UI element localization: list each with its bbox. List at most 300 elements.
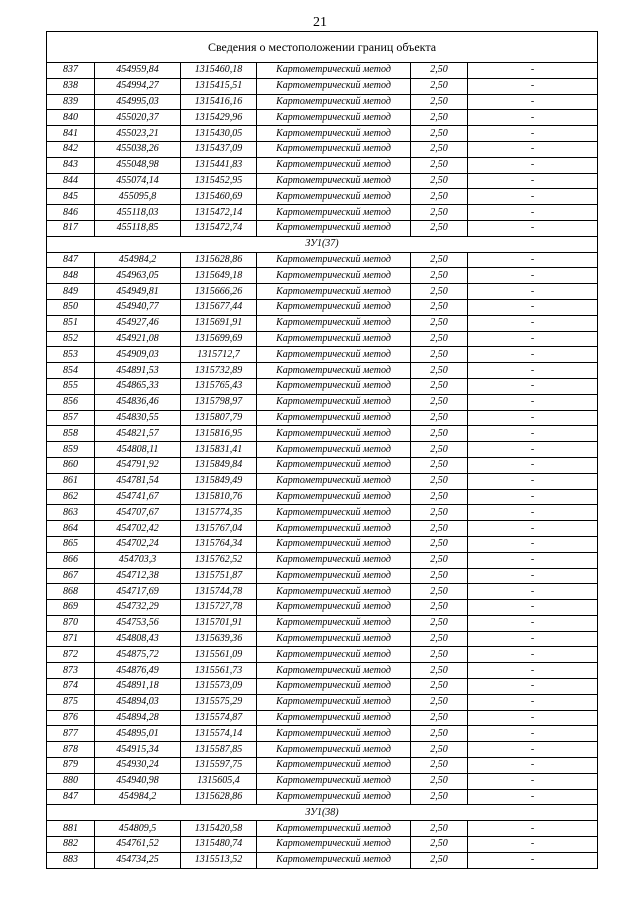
point-number-cell: 863 bbox=[47, 505, 95, 521]
y-coordinate-cell: 1315849,84 bbox=[181, 457, 257, 473]
y-coordinate-cell: 1315460,18 bbox=[181, 63, 257, 79]
point-number-cell: 874 bbox=[47, 679, 95, 695]
point-number-cell: 862 bbox=[47, 489, 95, 505]
x-coordinate-cell: 454808,43 bbox=[95, 631, 181, 647]
point-number-cell: 871 bbox=[47, 631, 95, 647]
method-cell: Картометрический метод bbox=[257, 141, 411, 157]
description-cell: - bbox=[468, 378, 598, 394]
x-coordinate-cell: 454895,01 bbox=[95, 726, 181, 742]
y-coordinate-cell: 1315727,78 bbox=[181, 600, 257, 616]
accuracy-cell: 2,50 bbox=[411, 821, 468, 837]
point-number-cell: 872 bbox=[47, 647, 95, 663]
accuracy-cell: 2,50 bbox=[411, 473, 468, 489]
method-cell: Картометрический метод bbox=[257, 710, 411, 726]
x-coordinate-cell: 454994,27 bbox=[95, 78, 181, 94]
accuracy-cell: 2,50 bbox=[411, 852, 468, 868]
table-row bbox=[47, 78, 598, 94]
point-number-cell: 867 bbox=[47, 568, 95, 584]
x-coordinate-cell: 455020,37 bbox=[95, 110, 181, 126]
description-cell: - bbox=[468, 94, 598, 110]
table-row bbox=[47, 758, 598, 774]
method-cell: Картометрический метод bbox=[257, 852, 411, 868]
method-cell: Картометрический метод bbox=[257, 110, 411, 126]
y-coordinate-cell: 1315691,91 bbox=[181, 315, 257, 331]
table-row bbox=[47, 94, 598, 110]
accuracy-cell: 2,50 bbox=[411, 331, 468, 347]
y-coordinate-cell: 1315699,69 bbox=[181, 331, 257, 347]
table-row bbox=[47, 679, 598, 695]
x-coordinate-cell: 455048,98 bbox=[95, 157, 181, 173]
table-row bbox=[47, 742, 598, 758]
method-cell: Картометрический метод bbox=[257, 742, 411, 758]
table-row bbox=[47, 157, 598, 173]
accuracy-cell: 2,50 bbox=[411, 299, 468, 315]
x-coordinate-cell: 455118,03 bbox=[95, 205, 181, 221]
method-cell: Картометрический метод bbox=[257, 189, 411, 205]
table-row bbox=[47, 457, 598, 473]
point-number-cell: 845 bbox=[47, 189, 95, 205]
accuracy-cell: 2,50 bbox=[411, 663, 468, 679]
table-row bbox=[47, 378, 598, 394]
method-cell: Картометрический метод bbox=[257, 126, 411, 142]
method-cell: Картометрический метод bbox=[257, 94, 411, 110]
x-coordinate-cell: 454949,81 bbox=[95, 284, 181, 300]
x-coordinate-cell: 454734,25 bbox=[95, 852, 181, 868]
y-coordinate-cell: 1315677,44 bbox=[181, 299, 257, 315]
x-coordinate-cell: 454791,92 bbox=[95, 457, 181, 473]
point-number-cell: 839 bbox=[47, 94, 95, 110]
method-cell: Картометрический метод bbox=[257, 536, 411, 552]
point-number-cell: 864 bbox=[47, 521, 95, 537]
method-cell: Картометрический метод bbox=[257, 600, 411, 616]
y-coordinate-cell: 1315452,95 bbox=[181, 173, 257, 189]
method-cell: Картометрический метод bbox=[257, 442, 411, 458]
accuracy-cell: 2,50 bbox=[411, 141, 468, 157]
table-row bbox=[47, 837, 598, 853]
y-coordinate-cell: 1315712,7 bbox=[181, 347, 257, 363]
accuracy-cell: 2,50 bbox=[411, 94, 468, 110]
description-cell: - bbox=[468, 536, 598, 552]
point-number-cell: 879 bbox=[47, 758, 95, 774]
method-cell: Картометрический метод bbox=[257, 631, 411, 647]
accuracy-cell: 2,50 bbox=[411, 442, 468, 458]
description-cell: - bbox=[468, 758, 598, 774]
boundary-coordinates-table bbox=[46, 31, 598, 869]
method-cell: Картометрический метод bbox=[257, 457, 411, 473]
y-coordinate-cell: 1315437,09 bbox=[181, 141, 257, 157]
y-coordinate-cell: 1315762,52 bbox=[181, 552, 257, 568]
table-row bbox=[47, 63, 598, 79]
point-number-cell: 868 bbox=[47, 584, 95, 600]
point-number-cell: 883 bbox=[47, 852, 95, 868]
table-row bbox=[47, 852, 598, 868]
x-coordinate-cell: 454781,54 bbox=[95, 473, 181, 489]
table-row bbox=[47, 710, 598, 726]
section-row bbox=[47, 805, 598, 821]
method-cell: Картометрический метод bbox=[257, 773, 411, 789]
accuracy-cell: 2,50 bbox=[411, 284, 468, 300]
method-cell: Картометрический метод bbox=[257, 694, 411, 710]
method-cell: Картометрический метод bbox=[257, 363, 411, 379]
method-cell: Картометрический метод bbox=[257, 268, 411, 284]
description-cell: - bbox=[468, 852, 598, 868]
y-coordinate-cell: 1315701,91 bbox=[181, 615, 257, 631]
y-coordinate-cell: 1315605,4 bbox=[181, 773, 257, 789]
method-cell: Картометрический метод bbox=[257, 63, 411, 79]
method-cell: Картометрический метод bbox=[257, 157, 411, 173]
y-coordinate-cell: 1315628,86 bbox=[181, 252, 257, 268]
point-number-cell: 855 bbox=[47, 378, 95, 394]
table-row bbox=[47, 615, 598, 631]
table-row bbox=[47, 426, 598, 442]
table-row bbox=[47, 647, 598, 663]
y-coordinate-cell: 1315460,69 bbox=[181, 189, 257, 205]
point-number-cell: 873 bbox=[47, 663, 95, 679]
y-coordinate-cell: 1315807,79 bbox=[181, 410, 257, 426]
x-coordinate-cell: 454865,33 bbox=[95, 378, 181, 394]
x-coordinate-cell: 455074,14 bbox=[95, 173, 181, 189]
point-number-cell: 857 bbox=[47, 410, 95, 426]
point-number-cell: 841 bbox=[47, 126, 95, 142]
method-cell: Картометрический метод bbox=[257, 552, 411, 568]
description-cell: - bbox=[468, 426, 598, 442]
description-cell: - bbox=[468, 710, 598, 726]
accuracy-cell: 2,50 bbox=[411, 789, 468, 805]
description-cell: - bbox=[468, 694, 598, 710]
y-coordinate-cell: 1315666,26 bbox=[181, 284, 257, 300]
method-cell: Картометрический метод bbox=[257, 489, 411, 505]
method-cell: Картометрический метод bbox=[257, 205, 411, 221]
method-cell: Картометрический метод bbox=[257, 679, 411, 695]
y-coordinate-cell: 1315416,16 bbox=[181, 94, 257, 110]
accuracy-cell: 2,50 bbox=[411, 647, 468, 663]
accuracy-cell: 2,50 bbox=[411, 758, 468, 774]
x-coordinate-cell: 455095,8 bbox=[95, 189, 181, 205]
point-number-cell: 851 bbox=[47, 315, 95, 331]
method-cell: Картометрический метод bbox=[257, 615, 411, 631]
method-cell: Картометрический метод bbox=[257, 521, 411, 537]
method-cell: Картометрический метод bbox=[257, 505, 411, 521]
accuracy-cell: 2,50 bbox=[411, 521, 468, 537]
method-cell: Картометрический метод bbox=[257, 568, 411, 584]
accuracy-cell: 2,50 bbox=[411, 773, 468, 789]
method-cell: Картометрический метод bbox=[257, 758, 411, 774]
x-coordinate-cell: 454808,11 bbox=[95, 442, 181, 458]
point-number-cell: 861 bbox=[47, 473, 95, 489]
x-coordinate-cell: 454707,67 bbox=[95, 505, 181, 521]
description-cell: - bbox=[468, 726, 598, 742]
x-coordinate-cell: 454891,18 bbox=[95, 679, 181, 695]
table-row bbox=[47, 205, 598, 221]
accuracy-cell: 2,50 bbox=[411, 457, 468, 473]
y-coordinate-cell: 1315816,95 bbox=[181, 426, 257, 442]
point-number-cell: 866 bbox=[47, 552, 95, 568]
description-cell: - bbox=[468, 157, 598, 173]
y-coordinate-cell: 1315628,86 bbox=[181, 789, 257, 805]
y-coordinate-cell: 1315751,87 bbox=[181, 568, 257, 584]
accuracy-cell: 2,50 bbox=[411, 568, 468, 584]
table-row bbox=[47, 252, 598, 268]
x-coordinate-cell: 454995,03 bbox=[95, 94, 181, 110]
point-number-cell: 846 bbox=[47, 205, 95, 221]
accuracy-cell: 2,50 bbox=[411, 552, 468, 568]
description-cell: - bbox=[468, 473, 598, 489]
x-coordinate-cell: 454984,2 bbox=[95, 252, 181, 268]
accuracy-cell: 2,50 bbox=[411, 252, 468, 268]
x-coordinate-cell: 454915,34 bbox=[95, 742, 181, 758]
description-cell: - bbox=[468, 268, 598, 284]
description-cell: - bbox=[468, 789, 598, 805]
accuracy-cell: 2,50 bbox=[411, 600, 468, 616]
method-cell: Картометрический метод bbox=[257, 394, 411, 410]
accuracy-cell: 2,50 bbox=[411, 631, 468, 647]
y-coordinate-cell: 1315798,97 bbox=[181, 394, 257, 410]
y-coordinate-cell: 1315472,14 bbox=[181, 205, 257, 221]
description-cell: - bbox=[468, 663, 598, 679]
y-coordinate-cell: 1315574,14 bbox=[181, 726, 257, 742]
x-coordinate-cell: 455038,26 bbox=[95, 141, 181, 157]
point-number-cell: 837 bbox=[47, 63, 95, 79]
x-coordinate-cell: 454741,67 bbox=[95, 489, 181, 505]
point-number-cell: 875 bbox=[47, 694, 95, 710]
x-coordinate-cell: 454940,98 bbox=[95, 773, 181, 789]
description-cell: - bbox=[468, 505, 598, 521]
x-coordinate-cell: 454959,84 bbox=[95, 63, 181, 79]
point-number-cell: 853 bbox=[47, 347, 95, 363]
table-row bbox=[47, 489, 598, 505]
point-number-cell: 840 bbox=[47, 110, 95, 126]
accuracy-cell: 2,50 bbox=[411, 189, 468, 205]
accuracy-cell: 2,50 bbox=[411, 394, 468, 410]
table-row bbox=[47, 299, 598, 315]
y-coordinate-cell: 1315575,29 bbox=[181, 694, 257, 710]
description-cell: - bbox=[468, 126, 598, 142]
table-row bbox=[47, 126, 598, 142]
method-cell: Картометрический метод bbox=[257, 584, 411, 600]
x-coordinate-cell: 454836,46 bbox=[95, 394, 181, 410]
accuracy-cell: 2,50 bbox=[411, 694, 468, 710]
method-cell: Картометрический метод bbox=[257, 299, 411, 315]
table-row bbox=[47, 694, 598, 710]
y-coordinate-cell: 1315441,83 bbox=[181, 157, 257, 173]
method-cell: Картометрический метод bbox=[257, 789, 411, 805]
y-coordinate-cell: 1315774,35 bbox=[181, 505, 257, 521]
method-cell: Картометрический метод bbox=[257, 726, 411, 742]
description-cell: - bbox=[468, 615, 598, 631]
x-coordinate-cell: 455023,21 bbox=[95, 126, 181, 142]
table-row bbox=[47, 663, 598, 679]
x-coordinate-cell: 454732,29 bbox=[95, 600, 181, 616]
y-coordinate-cell: 1315513,52 bbox=[181, 852, 257, 868]
accuracy-cell: 2,50 bbox=[411, 489, 468, 505]
point-number-cell: 854 bbox=[47, 363, 95, 379]
method-cell: Картометрический метод bbox=[257, 378, 411, 394]
description-cell: - bbox=[468, 220, 598, 236]
page-number: 21 bbox=[313, 15, 327, 30]
x-coordinate-cell: 454894,03 bbox=[95, 694, 181, 710]
table-row bbox=[47, 220, 598, 236]
section-row bbox=[47, 236, 598, 252]
point-number-cell: 844 bbox=[47, 173, 95, 189]
point-number-cell: 838 bbox=[47, 78, 95, 94]
method-cell: Картометрический метод bbox=[257, 331, 411, 347]
accuracy-cell: 2,50 bbox=[411, 584, 468, 600]
y-coordinate-cell: 1315561,73 bbox=[181, 663, 257, 679]
accuracy-cell: 2,50 bbox=[411, 363, 468, 379]
point-number-cell: 880 bbox=[47, 773, 95, 789]
accuracy-cell: 2,50 bbox=[411, 315, 468, 331]
method-cell: Картометрический метод bbox=[257, 837, 411, 853]
accuracy-cell: 2,50 bbox=[411, 63, 468, 79]
table-row bbox=[47, 726, 598, 742]
point-number-cell: 849 bbox=[47, 284, 95, 300]
x-coordinate-cell: 454909,03 bbox=[95, 347, 181, 363]
y-coordinate-cell: 1315849,49 bbox=[181, 473, 257, 489]
description-cell: - bbox=[468, 363, 598, 379]
point-number-cell: 870 bbox=[47, 615, 95, 631]
point-number-cell: 852 bbox=[47, 331, 95, 347]
accuracy-cell: 2,50 bbox=[411, 536, 468, 552]
accuracy-cell: 2,50 bbox=[411, 426, 468, 442]
description-cell: - bbox=[468, 410, 598, 426]
description-cell: - bbox=[468, 63, 598, 79]
y-coordinate-cell: 1315764,34 bbox=[181, 536, 257, 552]
point-number-cell: 850 bbox=[47, 299, 95, 315]
table-row bbox=[47, 363, 598, 379]
description-cell: - bbox=[468, 442, 598, 458]
description-cell: - bbox=[468, 773, 598, 789]
method-cell: Картометрический метод bbox=[257, 663, 411, 679]
description-cell: - bbox=[468, 173, 598, 189]
accuracy-cell: 2,50 bbox=[411, 157, 468, 173]
description-cell: - bbox=[468, 205, 598, 221]
x-coordinate-cell: 454753,56 bbox=[95, 615, 181, 631]
accuracy-cell: 2,50 bbox=[411, 220, 468, 236]
method-cell: Картометрический метод bbox=[257, 410, 411, 426]
accuracy-cell: 2,50 bbox=[411, 710, 468, 726]
table-row bbox=[47, 347, 598, 363]
y-coordinate-cell: 1315573,09 bbox=[181, 679, 257, 695]
y-coordinate-cell: 1315430,05 bbox=[181, 126, 257, 142]
table-row bbox=[47, 268, 598, 284]
y-coordinate-cell: 1315561,09 bbox=[181, 647, 257, 663]
point-number-cell: 878 bbox=[47, 742, 95, 758]
y-coordinate-cell: 1315574,87 bbox=[181, 710, 257, 726]
table-header-row bbox=[47, 32, 598, 63]
description-cell: - bbox=[468, 521, 598, 537]
x-coordinate-cell: 454891,53 bbox=[95, 363, 181, 379]
y-coordinate-cell: 1315415,51 bbox=[181, 78, 257, 94]
x-coordinate-cell: 454702,24 bbox=[95, 536, 181, 552]
point-number-cell: 859 bbox=[47, 442, 95, 458]
method-cell: Картометрический метод bbox=[257, 78, 411, 94]
table-row bbox=[47, 394, 598, 410]
x-coordinate-cell: 454927,46 bbox=[95, 315, 181, 331]
x-coordinate-cell: 454712,38 bbox=[95, 568, 181, 584]
y-coordinate-cell: 1315649,18 bbox=[181, 268, 257, 284]
method-cell: Картометрический метод bbox=[257, 821, 411, 837]
description-cell: - bbox=[468, 568, 598, 584]
description-cell: - bbox=[468, 837, 598, 853]
table-row bbox=[47, 600, 598, 616]
point-number-cell: 882 bbox=[47, 837, 95, 853]
table-row bbox=[47, 505, 598, 521]
y-coordinate-cell: 1315810,76 bbox=[181, 489, 257, 505]
description-cell: - bbox=[468, 284, 598, 300]
description-cell: - bbox=[468, 315, 598, 331]
y-coordinate-cell: 1315420,58 bbox=[181, 821, 257, 837]
description-cell: - bbox=[468, 189, 598, 205]
accuracy-cell: 2,50 bbox=[411, 726, 468, 742]
y-coordinate-cell: 1315744,78 bbox=[181, 584, 257, 600]
y-coordinate-cell: 1315587,85 bbox=[181, 742, 257, 758]
table-row bbox=[47, 189, 598, 205]
table-row bbox=[47, 110, 598, 126]
accuracy-cell: 2,50 bbox=[411, 126, 468, 142]
description-cell: - bbox=[468, 679, 598, 695]
table-row bbox=[47, 442, 598, 458]
table-row bbox=[47, 568, 598, 584]
accuracy-cell: 2,50 bbox=[411, 378, 468, 394]
x-coordinate-cell: 454703,3 bbox=[95, 552, 181, 568]
description-cell: - bbox=[468, 141, 598, 157]
description-cell: - bbox=[468, 299, 598, 315]
table-title: Сведения о местоположении границ объекта bbox=[47, 32, 598, 63]
description-cell: - bbox=[468, 110, 598, 126]
accuracy-cell: 2,50 bbox=[411, 615, 468, 631]
table-row bbox=[47, 173, 598, 189]
accuracy-cell: 2,50 bbox=[411, 347, 468, 363]
description-cell: - bbox=[468, 78, 598, 94]
table-row bbox=[47, 536, 598, 552]
description-cell: - bbox=[468, 742, 598, 758]
point-number-cell: 877 bbox=[47, 726, 95, 742]
description-cell: - bbox=[468, 347, 598, 363]
x-coordinate-cell: 454761,52 bbox=[95, 837, 181, 853]
description-cell: - bbox=[468, 552, 598, 568]
point-number-cell: 847 bbox=[47, 252, 95, 268]
description-cell: - bbox=[468, 584, 598, 600]
description-cell: - bbox=[468, 631, 598, 647]
method-cell: Картометрический метод bbox=[257, 220, 411, 236]
x-coordinate-cell: 454702,42 bbox=[95, 521, 181, 537]
table-row bbox=[47, 410, 598, 426]
description-cell: - bbox=[468, 394, 598, 410]
x-coordinate-cell: 454963,05 bbox=[95, 268, 181, 284]
point-number-cell: 817 bbox=[47, 220, 95, 236]
point-number-cell: 876 bbox=[47, 710, 95, 726]
accuracy-cell: 2,50 bbox=[411, 679, 468, 695]
table-row bbox=[47, 789, 598, 805]
x-coordinate-cell: 454930,24 bbox=[95, 758, 181, 774]
y-coordinate-cell: 1315767,04 bbox=[181, 521, 257, 537]
point-number-cell: 843 bbox=[47, 157, 95, 173]
accuracy-cell: 2,50 bbox=[411, 78, 468, 94]
method-cell: Картометрический метод bbox=[257, 473, 411, 489]
x-coordinate-cell: 454717,69 bbox=[95, 584, 181, 600]
table-row bbox=[47, 773, 598, 789]
description-cell: - bbox=[468, 600, 598, 616]
accuracy-cell: 2,50 bbox=[411, 410, 468, 426]
x-coordinate-cell: 454984,2 bbox=[95, 789, 181, 805]
accuracy-cell: 2,50 bbox=[411, 837, 468, 853]
method-cell: Картометрический метод bbox=[257, 315, 411, 331]
y-coordinate-cell: 1315831,41 bbox=[181, 442, 257, 458]
x-coordinate-cell: 454921,08 bbox=[95, 331, 181, 347]
method-cell: Картометрический метод bbox=[257, 284, 411, 300]
description-cell: - bbox=[468, 647, 598, 663]
table-row bbox=[47, 584, 598, 600]
